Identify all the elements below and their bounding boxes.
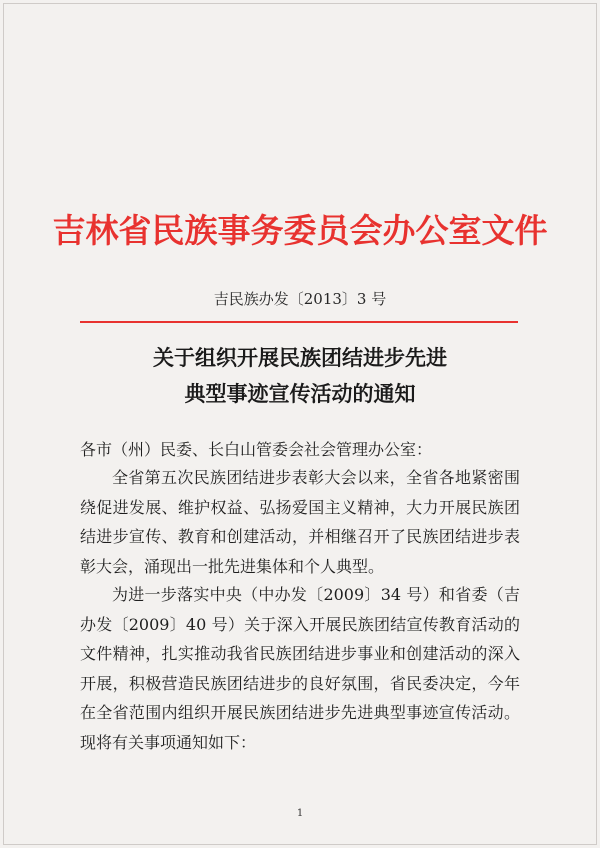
body-paragraph-2: 为进一步落实中央（中办发〔2009〕34 号）和省委（吉办发〔2009〕40 号）关于深入开展民族团结宣传教育活动的文件精神，扎实推动我省民族团结进步事业和创建活动的深入开展，积极营造民族团结进步的良好氛围，省民委决定，今年在全省范围内组织开展民族团结进步先进典型事迹宣传活动。现将有关事项通知如下： (80, 585, 520, 752)
red-divider-line (80, 321, 518, 323)
document-number: 吉民族办发〔2013〕3 号 (213, 290, 387, 308)
page-number: 1 (296, 808, 304, 819)
body-paragraph-1: 全省第五次民族团结进步表彰大会以来，全省各地紧密围绕促进发展、维护权益、弘扬爱国主义精神，大力开展民族团结进步宣传、教育和创建活动，并相继召开了民族团结进步表彰大会，涌现出一批先进集体和个人典型。 (80, 468, 520, 576)
salutation: 各市（州）民委、长白山管委会社会管理办公室： (80, 440, 433, 459)
notice-title-line-2: 典型事迹宣传活动的通知 (184, 381, 416, 406)
document-header-title: 吉林省民族事务委员会办公室文件 (52, 211, 548, 250)
notice-title-line-1: 关于组织开展民族团结进步先进 (153, 345, 447, 370)
